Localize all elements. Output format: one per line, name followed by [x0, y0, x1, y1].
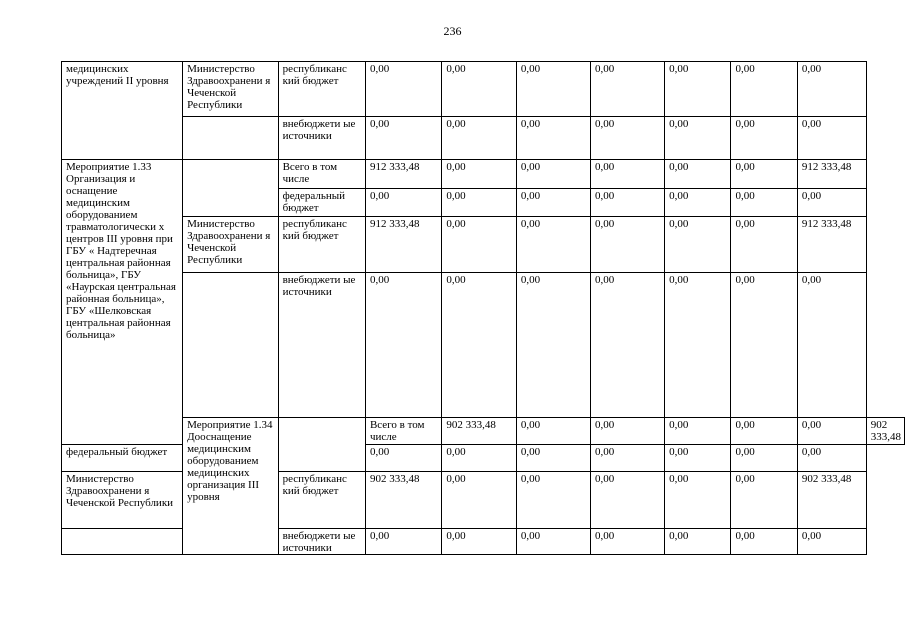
amount-cell: 0,00 [797, 445, 866, 472]
amount-cell: 902 333,48 [442, 418, 517, 445]
responsible-org-cell: Министерство Здравоохранени я Чеченской Республики [183, 217, 279, 273]
amount-cell: 0,00 [516, 445, 590, 472]
amount-cell: 0,00 [516, 217, 590, 273]
amount-cell: 912 333,48 [797, 160, 866, 189]
amount-cell: 0,00 [365, 62, 441, 117]
amount-cell: 0,00 [590, 529, 664, 555]
activity-description-cell: медицинских учреждений II уровня [62, 62, 183, 160]
amount-cell: 0,00 [665, 445, 731, 472]
amount-cell: 0,00 [442, 273, 517, 418]
amount-cell: 0,00 [516, 117, 590, 160]
amount-cell: 0,00 [590, 160, 664, 189]
amount-cell: 0,00 [590, 445, 664, 472]
page-number: 236 [443, 24, 462, 38]
amount-cell: 0,00 [797, 273, 866, 418]
amount-cell: 0,00 [731, 472, 797, 529]
amount-cell: 0,00 [665, 529, 731, 555]
amount-cell: 0,00 [731, 117, 797, 160]
amount-cell: 0,00 [665, 117, 731, 160]
amount-cell: 912 333,48 [365, 160, 441, 189]
funding-source-cell: федеральный бюджет [62, 445, 183, 472]
amount-cell: 902 333,48 [365, 472, 441, 529]
amount-cell: 0,00 [731, 217, 797, 273]
amount-cell: 0,00 [516, 160, 590, 189]
amount-cell: 0,00 [797, 529, 866, 555]
amount-cell: 0,00 [590, 472, 664, 529]
amount-cell: 0,00 [731, 529, 797, 555]
table-row [62, 160, 905, 189]
amount-cell: 0,00 [731, 160, 797, 189]
amount-cell: 0,00 [797, 117, 866, 160]
amount-cell: 0,00 [516, 472, 590, 529]
amount-cell: 0,00 [731, 189, 797, 217]
funding-source-cell: федеральный бюджет [278, 189, 365, 217]
amount-cell: 0,00 [365, 117, 441, 160]
responsible-org-cell: Министерство Здравоохранени я Чеченской Республики [62, 472, 183, 529]
table-row [62, 217, 905, 273]
amount-cell: 0,00 [442, 445, 517, 472]
amount-cell: 0,00 [516, 189, 590, 217]
amount-cell: 0,00 [365, 273, 441, 418]
responsible-org-cell [62, 529, 183, 555]
funding-source-cell: республиканс кий бюджет [278, 62, 365, 117]
amount-cell: 0,00 [442, 117, 517, 160]
amount-cell: 0,00 [665, 418, 731, 445]
amount-cell: 0,00 [442, 189, 517, 217]
activity-description-cell: Мероприятие 1.33 Организация и оснащение медицинским оборудованием травматологически х центров III уровня при ГБУ « Надтеречная центральная районная больница», ГБУ «Наурская центральная районная больница», ГБУ «Шелковская центральная районная больница» [62, 160, 183, 445]
amount-cell: 0,00 [442, 62, 517, 117]
amount-cell: 902 333,48 [866, 418, 904, 445]
amount-cell: 0,00 [442, 160, 517, 189]
funding-source-cell: внебюджети ые источники [278, 117, 365, 160]
amount-cell: 0,00 [516, 418, 590, 445]
amount-cell: 902 333,48 [797, 472, 866, 529]
amount-cell: 0,00 [442, 529, 517, 555]
amount-cell: 0,00 [797, 418, 866, 445]
amount-cell: 0,00 [442, 472, 517, 529]
amount-cell: 0,00 [590, 418, 664, 445]
funding-source-cell: Всего в том числе [278, 160, 365, 189]
funding-source-cell: Всего в том числе [365, 418, 441, 445]
responsible-org-cell: Министерство Здравоохранени я Чеченской Республики [183, 62, 279, 117]
activity-description-cell: Мероприятие 1.34 Дооснащение медицинским оборудованием медицинских организация III уровня [183, 418, 279, 555]
amount-cell: 0,00 [365, 189, 441, 217]
amount-cell: 0,00 [797, 189, 866, 217]
amount-cell: 0,00 [665, 62, 731, 117]
funding-source-cell: внебюджети ые источники [278, 273, 365, 418]
amount-cell: 0,00 [516, 62, 590, 117]
amount-cell: 0,00 [665, 273, 731, 418]
amount-cell: 0,00 [665, 160, 731, 189]
amount-cell: 0,00 [365, 529, 441, 555]
amount-cell: 0,00 [731, 418, 797, 445]
amount-cell: 0,00 [590, 189, 664, 217]
amount-cell: 0,00 [516, 529, 590, 555]
table-row [62, 62, 905, 117]
amount-cell: 0,00 [590, 117, 664, 160]
amount-cell: 0,00 [731, 445, 797, 472]
amount-cell: 0,00 [731, 62, 797, 117]
amount-cell: 0,00 [665, 472, 731, 529]
amount-cell: 912 333,48 [797, 217, 866, 273]
amount-cell: 0,00 [590, 217, 664, 273]
table-row [62, 117, 905, 160]
amount-cell: 0,00 [442, 217, 517, 273]
amount-cell: 0,00 [665, 217, 731, 273]
amount-cell: 0,00 [590, 273, 664, 418]
table-row [62, 273, 905, 418]
budget-table [61, 61, 905, 555]
responsible-org-cell [183, 117, 279, 160]
responsible-org-cell [278, 418, 365, 472]
amount-cell: 0,00 [797, 62, 866, 117]
responsible-org-cell [183, 160, 279, 217]
amount-cell: 912 333,48 [365, 217, 441, 273]
funding-source-cell: республиканс кий бюджет [278, 472, 365, 529]
amount-cell: 0,00 [365, 445, 441, 472]
funding-source-cell: внебюджети ые источники [278, 529, 365, 555]
funding-source-cell: республиканс кий бюджет [278, 217, 365, 273]
amount-cell: 0,00 [665, 189, 731, 217]
table-row [62, 418, 905, 445]
responsible-org-cell [183, 273, 279, 418]
amount-cell: 0,00 [590, 62, 664, 117]
amount-cell: 0,00 [731, 273, 797, 418]
amount-cell: 0,00 [516, 273, 590, 418]
